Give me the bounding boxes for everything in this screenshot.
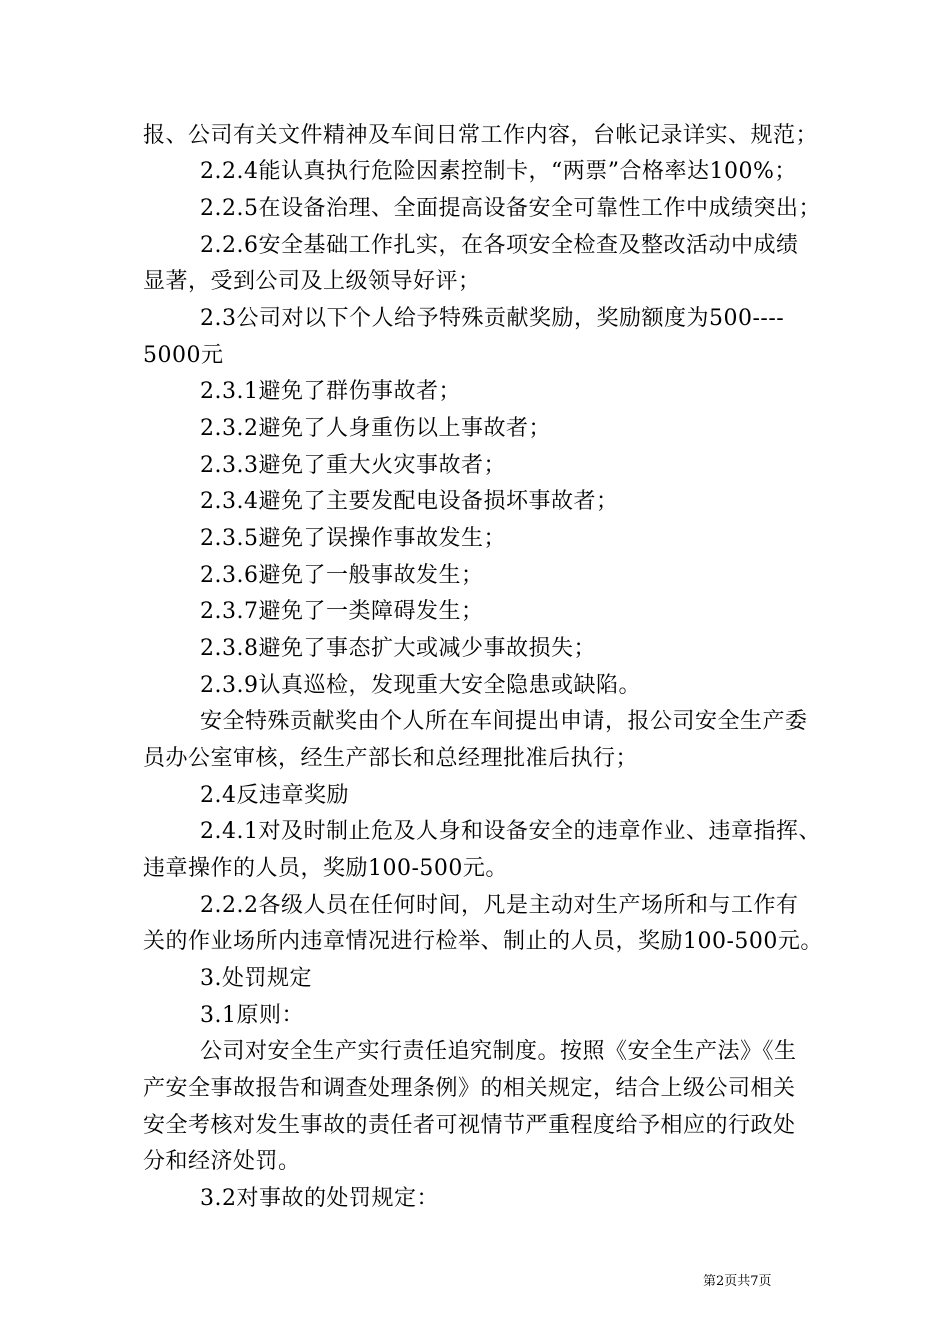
paragraph-line: 2.3.9认真巡检，发现重大安全隐患或缺陷。 <box>200 673 641 698</box>
paragraph-line: 显著，受到公司及上级领导好评； <box>143 269 481 294</box>
paragraph-line: 3.1原则： <box>200 1003 304 1028</box>
paragraph-line: 2.2.5在设备治理、全面提高设备安全可靠性工作中成绩突出； <box>200 196 821 221</box>
paragraph-line: 报、公司有关文件精神及车间日常工作内容，台帐记录详实、规范； <box>143 123 819 148</box>
paragraph-line: 2.4.1对及时制止危及人身和设备安全的违章作业、违章指挥、 <box>200 819 821 844</box>
paragraph-line: 2.3.1避免了群伤事故者； <box>200 379 461 404</box>
paragraph-line: 2.4反违章奖励 <box>200 783 349 808</box>
paragraph-line: 2.3公司对以下个人给予特殊贡献奖励，奖励额度为500---- <box>200 306 785 331</box>
paragraph-line: 违章操作的人员，奖励100-500元。 <box>143 856 508 881</box>
paragraph-line: 2.3.7避免了一类障碍发生； <box>200 599 484 624</box>
paragraph-line: 3.2对事故的处罚规定： <box>200 1186 439 1211</box>
paragraph-line: 2.3.5避免了误操作事故发生； <box>200 526 506 551</box>
paragraph-line: 2.3.3避免了重大火灾事故者； <box>200 453 506 478</box>
paragraph-line: 2.2.2各级人员在任何时间，凡是主动对生产场所和与工作有 <box>200 893 799 918</box>
paragraph-line: 5000元 <box>143 343 224 368</box>
paragraph-line: 2.2.4能认真执行危险因素控制卡，“两票”合格率达100%； <box>200 159 797 184</box>
paragraph-line: 2.3.4避免了主要发配电设备损坏事故者； <box>200 489 619 514</box>
paragraph-line: 3.处罚规定 <box>200 966 312 991</box>
paragraph-line: 产安全事故报告和调查处理条例》的相关规定，结合上级公司相关 <box>143 1076 796 1101</box>
page-number: 第2页共7页 <box>703 1274 772 1289</box>
paragraph-line: 公司对安全生产实行责任追究制度。按照《安全生产法》《生 <box>200 1039 797 1064</box>
paragraph-line: 安全特殊贡献奖由个人所在车间提出申请，报公司安全生产委 <box>200 709 808 734</box>
paragraph-line: 员办公室审核，经生产部长和总经理批准后执行； <box>143 746 639 771</box>
paragraph-line: 2.3.2避免了人身重伤以上事故者； <box>200 416 551 441</box>
paragraph-line: 安全考核对发生事故的责任者可视情节严重程度给予相应的行政处 <box>143 1113 796 1138</box>
paragraph-line: 2.2.6安全基础工作扎实，在各项安全检查及整改活动中成绩 <box>200 233 799 258</box>
paragraph-line: 2.3.8避免了事态扩大或减少事故损失； <box>200 636 596 661</box>
paragraph-line: 分和经济处罚。 <box>143 1149 301 1174</box>
paragraph-line: 关的作业场所内违章情况进行检举、制止的人员，奖励100-500元。 <box>143 929 823 954</box>
paragraph-line: 2.3.6避免了一般事故发生； <box>200 563 484 588</box>
